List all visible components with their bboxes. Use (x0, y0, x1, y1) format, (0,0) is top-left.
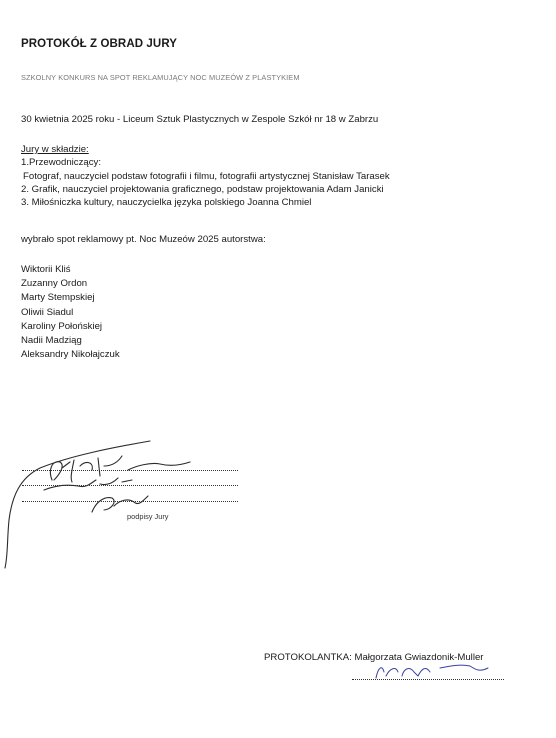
author-name: Zuzanny Ordon (21, 278, 88, 290)
jury-member-line: 2. Grafik, nauczyciel projektowania graficznego, podstaw projektowania Adam Janicki (21, 183, 384, 195)
jury-member-line: 3. Miłośniczka kultury, nauczycielka języka polskiego Joanna Chmiel (21, 197, 312, 209)
recorder-name: PROTOKOLANTKA: Małgorzata Gwiazdonik-Muller (264, 652, 484, 663)
author-name: Oliwii Siadul (21, 306, 74, 318)
jury-member-line: 1.Przewodniczący: (21, 157, 101, 169)
author-name: Nadii Madziąg (21, 335, 82, 347)
recorder-signature-strokes (376, 665, 488, 678)
jury-member-line: Fotograf, nauczyciel podstaw fotografii i filmu, fotografii artystycznej Stanisław Tarasek (23, 170, 390, 182)
author-name: Wiktorii Kliś (21, 264, 71, 275)
author-name: Marty Stempskiej (21, 292, 95, 304)
signatures-caption: podpisy Jury (127, 512, 169, 521)
date-and-place: 30 kwietnia 2025 roku - Liceum Sztuk Plastycznych w Zespole Szkół nr 18 w Zabrzu (21, 114, 379, 125)
jury-signature-strokes (5, 441, 190, 568)
selection-statement: wybrało spot reklamowy pt. Noc Muzeów 2025 autorstwa: (21, 234, 266, 245)
author-name: Aleksandry Nikołajczuk (21, 349, 120, 361)
author-name: Karoliny Połońskiej (21, 320, 103, 332)
document-title: PROTOKÓŁ Z OBRAD JURY (21, 38, 178, 50)
recorder-signature-line (352, 679, 504, 680)
jury-heading: Jury w składzie: (21, 144, 89, 155)
document-subtitle: SZKOLNY KONKURS NA SPOT REKLAMUJĄCY NOC MUZEÓW Z PLASTYKIEM (21, 73, 300, 82)
